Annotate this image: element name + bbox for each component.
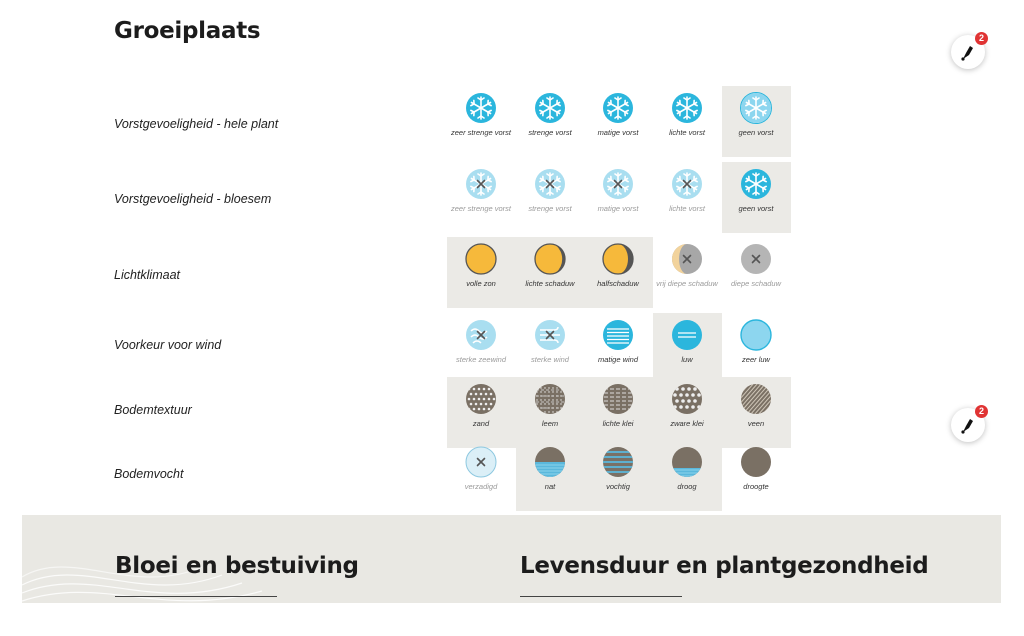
condition-option-label: matige wind <box>597 355 639 364</box>
condition-option[interactable] <box>722 446 790 512</box>
moisture-dry-icon <box>671 446 703 478</box>
wind-strong-icon <box>534 319 566 351</box>
condition-option[interactable] <box>653 92 721 158</box>
condition-option[interactable] <box>584 168 652 234</box>
condition-option[interactable] <box>516 446 584 512</box>
condition-option[interactable] <box>516 319 584 385</box>
condition-option-label: luw <box>681 355 693 364</box>
snowflake-icon <box>740 168 772 200</box>
condition-option[interactable] <box>516 168 584 234</box>
moisture-saturated-icon <box>465 446 497 478</box>
condition-option[interactable] <box>722 319 790 385</box>
soil-loam-icon <box>534 383 566 415</box>
condition-option[interactable] <box>653 319 721 385</box>
condition-option-label: lichte vorst <box>669 204 705 213</box>
condition-label: Vorstgevoeligheid - hele plant <box>114 117 279 131</box>
condition-option-label: matige vorst <box>597 204 639 213</box>
notification-badge: 2 <box>975 405 988 418</box>
condition-option-label: zeer strenge vorst <box>450 128 512 137</box>
condition-option-label: matige vorst <box>597 128 639 137</box>
condition-option-label: vrij diepe schaduw <box>656 279 718 288</box>
panel-title-lifespan: Levensduur en plantgezondheid <box>520 553 929 579</box>
condition-label: Bodemvocht <box>114 467 184 481</box>
wind-sheltered-icon <box>671 319 703 351</box>
condition-option-label: zware klei <box>670 419 704 428</box>
condition-option-label: halfschaduw <box>597 279 639 288</box>
sun-half-shade-icon <box>602 243 634 275</box>
condition-option-label: nat <box>544 482 556 491</box>
moisture-wet-icon <box>534 446 566 478</box>
moisture-moist-icon <box>602 446 634 478</box>
condition-option[interactable] <box>584 446 652 512</box>
sun-full-icon <box>465 243 497 275</box>
condition-option-label: geen vorst <box>738 128 774 137</box>
condition-option[interactable] <box>722 92 790 158</box>
condition-option[interactable] <box>584 92 652 158</box>
moisture-drought-icon <box>740 446 772 478</box>
condition-option[interactable] <box>447 243 515 309</box>
soil-heavy-clay-icon <box>671 383 703 415</box>
snowflake-icon <box>534 92 566 124</box>
feedback-button-secondary[interactable] <box>951 408 985 442</box>
condition-option[interactable] <box>653 243 721 309</box>
snowflake-icon <box>671 168 703 200</box>
wind-sea-icon <box>465 319 497 351</box>
condition-option[interactable] <box>516 92 584 158</box>
sun-deep-icon <box>671 243 703 275</box>
condition-option[interactable] <box>722 383 790 449</box>
snowflake-icon <box>534 168 566 200</box>
condition-label: Voorkeur voor wind <box>114 338 222 352</box>
pen-nib-icon <box>960 43 976 61</box>
wind-calm-icon <box>740 319 772 351</box>
panel-title-flowering: Bloei en bestuiving <box>115 553 359 579</box>
title-underline <box>115 596 277 597</box>
condition-option-label: zeer luw <box>742 355 770 364</box>
condition-option-label: veen <box>747 419 765 428</box>
info-panel <box>22 515 1001 603</box>
condition-label: Vorstgevoeligheid - bloesem <box>114 192 272 206</box>
condition-option-label: leem <box>541 419 559 428</box>
condition-option-label: zeer strenge vorst <box>450 204 512 213</box>
soil-sand-icon <box>465 383 497 415</box>
condition-option[interactable] <box>447 168 515 234</box>
condition-option-label: strenge vorst <box>528 204 572 213</box>
condition-option[interactable] <box>722 168 790 234</box>
condition-option[interactable] <box>447 92 515 158</box>
condition-option-label: vochtig <box>606 482 630 491</box>
snowflake-icon <box>602 92 634 124</box>
snowflake-icon <box>602 168 634 200</box>
condition-option[interactable] <box>653 168 721 234</box>
condition-option[interactable] <box>516 243 584 309</box>
condition-option-label: strenge vorst <box>528 128 572 137</box>
condition-option-label: sterke wind <box>531 355 569 364</box>
sun-very-deep-icon <box>740 243 772 275</box>
condition-label: Bodemtextuur <box>114 403 192 417</box>
condition-option-label: lichte vorst <box>669 128 705 137</box>
condition-option-label: sterke zeewind <box>455 355 507 364</box>
snowflake-light-icon <box>740 92 772 124</box>
title-underline <box>520 596 682 597</box>
condition-option-label: droog <box>677 482 697 491</box>
wind-moderate-icon <box>602 319 634 351</box>
condition-option[interactable] <box>447 446 515 512</box>
condition-option-label: diepe schaduw <box>730 279 782 288</box>
condition-option[interactable] <box>584 319 652 385</box>
sun-light-shade-icon <box>534 243 566 275</box>
condition-option[interactable] <box>722 243 790 309</box>
section-title: Groeiplaats <box>114 18 261 44</box>
soil-light-clay-icon <box>602 383 634 415</box>
condition-option-label: lichte schaduw <box>525 279 575 288</box>
notification-badge: 2 <box>975 32 988 45</box>
snowflake-icon <box>671 92 703 124</box>
snowflake-icon <box>465 92 497 124</box>
condition-option-label: droogte <box>743 482 769 491</box>
condition-option-label: zand <box>472 419 490 428</box>
condition-option-label: volle zon <box>466 279 496 288</box>
snowflake-icon <box>465 168 497 200</box>
pen-nib-icon <box>960 416 976 434</box>
condition-option-label: verzadigd <box>464 482 498 491</box>
condition-option[interactable] <box>584 243 652 309</box>
condition-label: Lichtklimaat <box>114 268 180 282</box>
feedback-button[interactable] <box>951 35 985 69</box>
condition-option[interactable] <box>447 319 515 385</box>
condition-option-label: geen vorst <box>738 204 774 213</box>
condition-option[interactable] <box>447 383 515 449</box>
soil-peat-icon <box>740 383 772 415</box>
condition-option[interactable] <box>653 446 721 512</box>
condition-option-label: lichte klei <box>602 419 634 428</box>
